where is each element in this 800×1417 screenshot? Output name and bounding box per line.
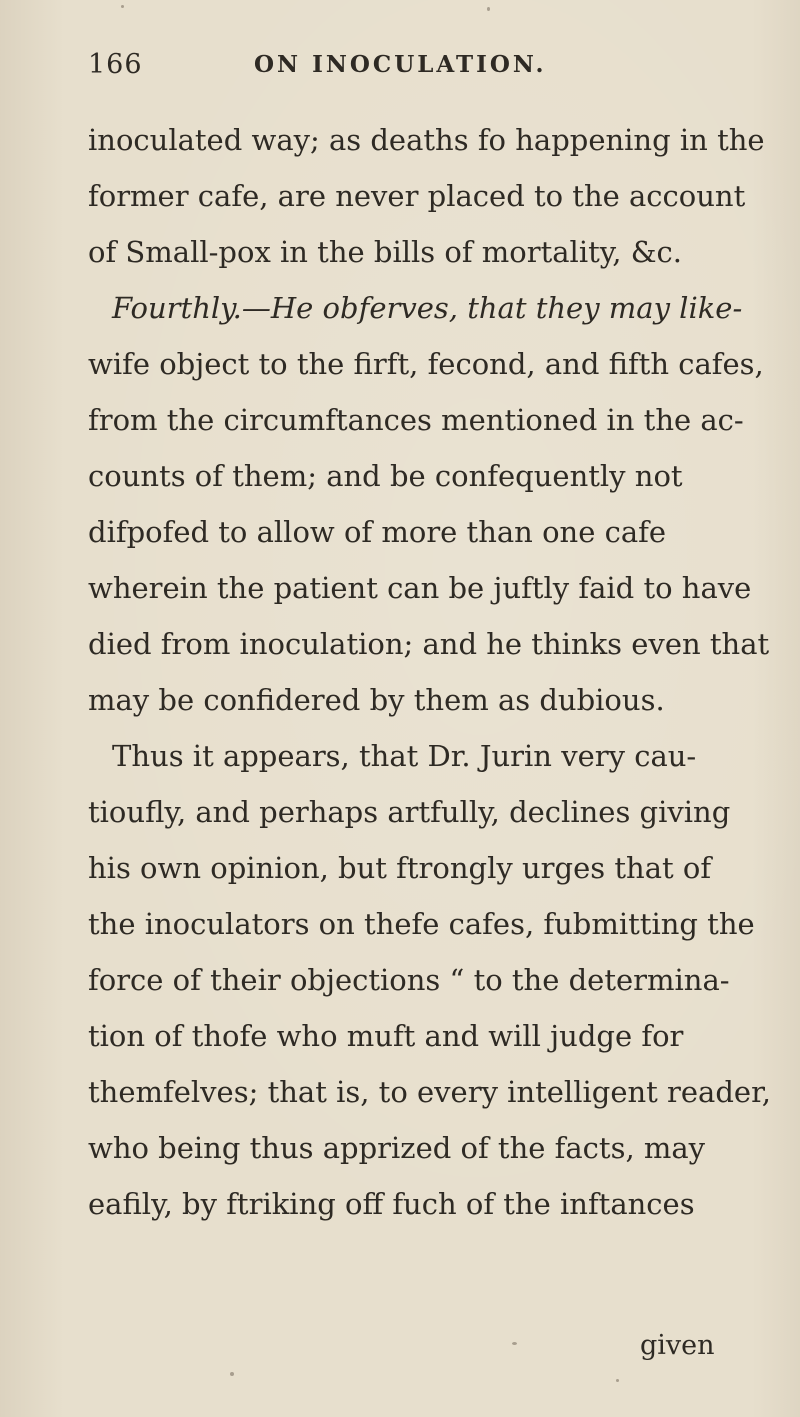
- text-line: counts of them; and be confequently not: [88, 459, 683, 493]
- text-line: Fourthly.—He obferves, that they may like-: [112, 291, 743, 325]
- text-line: inoculated way; as deaths fo happening in the: [88, 123, 765, 157]
- paper-speck: [487, 7, 490, 11]
- page-number: 166: [88, 49, 143, 80]
- catchword: given: [640, 1330, 715, 1361]
- text-line: the inoculators on thefe cafes, fubmitting the: [88, 907, 755, 941]
- text-line: of Small-pox in the bills of mortality, &c.: [88, 235, 683, 269]
- text-line: wife object to the firft, fecond, and fifth cafes,: [88, 347, 764, 381]
- text-line: Thus it appears, that Dr. Jurin very cau-: [112, 739, 697, 773]
- paper-speck: [121, 5, 124, 8]
- text-line: former cafe, are never placed to the account: [88, 179, 746, 213]
- running-head: ON INOCULATION.: [254, 51, 547, 78]
- text-line: who being thus apprized of the facts, may: [88, 1131, 706, 1165]
- paper-speck: [512, 1342, 517, 1345]
- page-header: [88, 49, 728, 89]
- paper-speck: [230, 1372, 234, 1376]
- text-line: eafily, by ftriking off fuch of the inftances: [88, 1187, 695, 1221]
- text-line: may be confidered by them as dubious.: [88, 683, 665, 717]
- text-line: force of their objections “ to the determina-: [88, 963, 730, 997]
- text-line: tioufly, and perhaps artfully, declines giving: [88, 795, 731, 829]
- text-line: from the circumftances mentioned in the ac-: [88, 403, 744, 437]
- paper-speck: [616, 1379, 619, 1382]
- text-line: tion of thofe who muft and will judge for: [88, 1019, 684, 1053]
- text-line: difpofed to allow of more than one cafe: [88, 515, 667, 549]
- text-line: his own opinion, but ftrongly urges that of: [88, 851, 712, 885]
- text-line: themfelves; that is, to every intelligent reader,: [88, 1075, 771, 1109]
- text-line: died from inoculation; and he thinks even that: [88, 627, 770, 661]
- text-line: wherein the patient can be juftly faid to have: [88, 571, 752, 605]
